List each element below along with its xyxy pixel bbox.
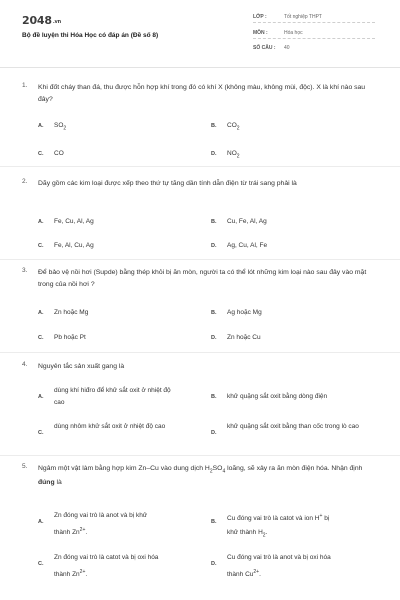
question-count-label: SỐ CÂU : bbox=[253, 45, 276, 51]
question-text: Nguyên tắc sản xuất gang là bbox=[38, 363, 125, 370]
option-text: Cu đóng vai trò là catot và ion H+ bị khử thành $H_2$. bbox=[227, 513, 330, 539]
option-text: khử quặng sắt oxit bằng dòng điện bbox=[227, 393, 328, 400]
exam-title: Bộ đề luyện thi Hóa Học có đáp án (Đề số 8) bbox=[22, 32, 159, 39]
option-text: dùng khí hiđro để khử sắt oxit ở nhiệt độ cao bbox=[54, 387, 171, 406]
logo-text: 2048 bbox=[22, 14, 52, 27]
question-number: 3. bbox=[22, 267, 28, 274]
meta-divider bbox=[253, 22, 375, 23]
option-text: $NO_2$ bbox=[227, 150, 240, 160]
option-letter: A. bbox=[38, 219, 44, 225]
option-letter: D. bbox=[211, 430, 217, 436]
option-letter: D. bbox=[211, 561, 217, 567]
logo-suffix: .vn bbox=[52, 19, 61, 25]
question-text: Khi đốt cháy than đá, thu được hỗn hợp khí trong đó có khí X (không màu, không mùi, độc). X là khí nào sau đây? bbox=[38, 84, 366, 103]
option-text: Ag hoặc Mg bbox=[227, 309, 262, 316]
option-text: khử quặng sắt oxit bằng than cốc trong lò cao bbox=[227, 423, 359, 430]
option-text: dùng nhôm khử sắt oxit ở nhiệt độ cao bbox=[54, 423, 166, 430]
option-letter: C. bbox=[38, 151, 44, 157]
option-text: CO bbox=[54, 150, 64, 157]
option-letter: B. bbox=[211, 219, 217, 225]
site-logo[interactable] bbox=[22, 14, 61, 27]
subject-value: Hóa học bbox=[284, 30, 303, 36]
option-text: Zn đóng vai trò là anot và bị khử thành $Zn^{2+}$. bbox=[54, 512, 148, 537]
option-letter: C. bbox=[38, 243, 44, 249]
question-divider bbox=[0, 166, 400, 167]
option-letter: D. bbox=[211, 151, 217, 157]
option-text: Zn hoặc Mg bbox=[54, 309, 89, 316]
class-label: LỚP : bbox=[253, 14, 267, 20]
option-letter: C. bbox=[38, 430, 44, 436]
meta-divider bbox=[253, 38, 375, 39]
question-count-value: 40 bbox=[284, 45, 290, 51]
question-number: 5. bbox=[22, 463, 28, 470]
question-number: 2. bbox=[22, 178, 28, 185]
option-letter: B. bbox=[211, 394, 217, 400]
option-text: $SO_2$ bbox=[54, 122, 67, 132]
option-letter: A. bbox=[38, 519, 44, 525]
question-text: Dãy gồm các kim loại được xếp theo thứ tự tăng dần tính dẫn điện từ trái sang phải là bbox=[38, 180, 297, 187]
option-text: Fe, Al, Cu, Ag bbox=[54, 242, 94, 249]
question-divider bbox=[0, 259, 400, 260]
question-divider bbox=[0, 455, 400, 456]
question-text: Để bảo vệ nồi hơi (Supde) bằng thép khỏi bị ăn mòn, người ta có thể lót những kim loại nào sau đây vào mặt trong của nồi hơi ? bbox=[38, 269, 367, 288]
option-text: Pb hoặc Pt bbox=[54, 334, 86, 341]
class-value: Tốt nghiệp THPT bbox=[284, 14, 322, 20]
option-letter: A. bbox=[38, 310, 44, 316]
question-text: Ngâm một vật làm bằng hợp kim Zn–Cu vào dung dịch $H_2SO_4$ loãng, sẽ xảy ra ăn mòn điện hóa. Nhận định đúng là bbox=[38, 465, 363, 487]
option-text: $CO_2$ bbox=[227, 122, 240, 132]
option-text: Cu đóng vai trò là anot và bị oxi hóa thành $Cu^{2+}$. bbox=[227, 554, 331, 579]
option-letter: B. bbox=[211, 310, 217, 316]
header-divider bbox=[0, 67, 400, 68]
subject-label: MÔN : bbox=[253, 30, 268, 36]
page-header bbox=[0, 0, 400, 64]
option-text: Ag, Cu, Al, Fe bbox=[227, 242, 268, 249]
question-number: 4. bbox=[22, 361, 28, 368]
option-letter: B. bbox=[211, 123, 217, 129]
question-number: 1. bbox=[22, 82, 28, 89]
option-letter: A. bbox=[38, 394, 44, 400]
option-letter: B. bbox=[211, 519, 217, 525]
option-letter: A. bbox=[38, 123, 44, 129]
option-letter: D. bbox=[211, 243, 217, 249]
option-letter: D. bbox=[211, 335, 217, 341]
option-letter: C. bbox=[38, 561, 44, 567]
option-letter: C. bbox=[38, 335, 44, 341]
option-text: Fe, Cu, Al, Ag bbox=[54, 218, 94, 225]
question-divider bbox=[0, 352, 400, 353]
option-text: Cu, Fe, Al, Ag bbox=[227, 218, 267, 225]
option-text: Zn đóng vai trò là catot và bị oxi hóa thành $Zn^{2+}$. bbox=[54, 554, 159, 579]
option-text: Zn hoặc Cu bbox=[227, 334, 261, 341]
